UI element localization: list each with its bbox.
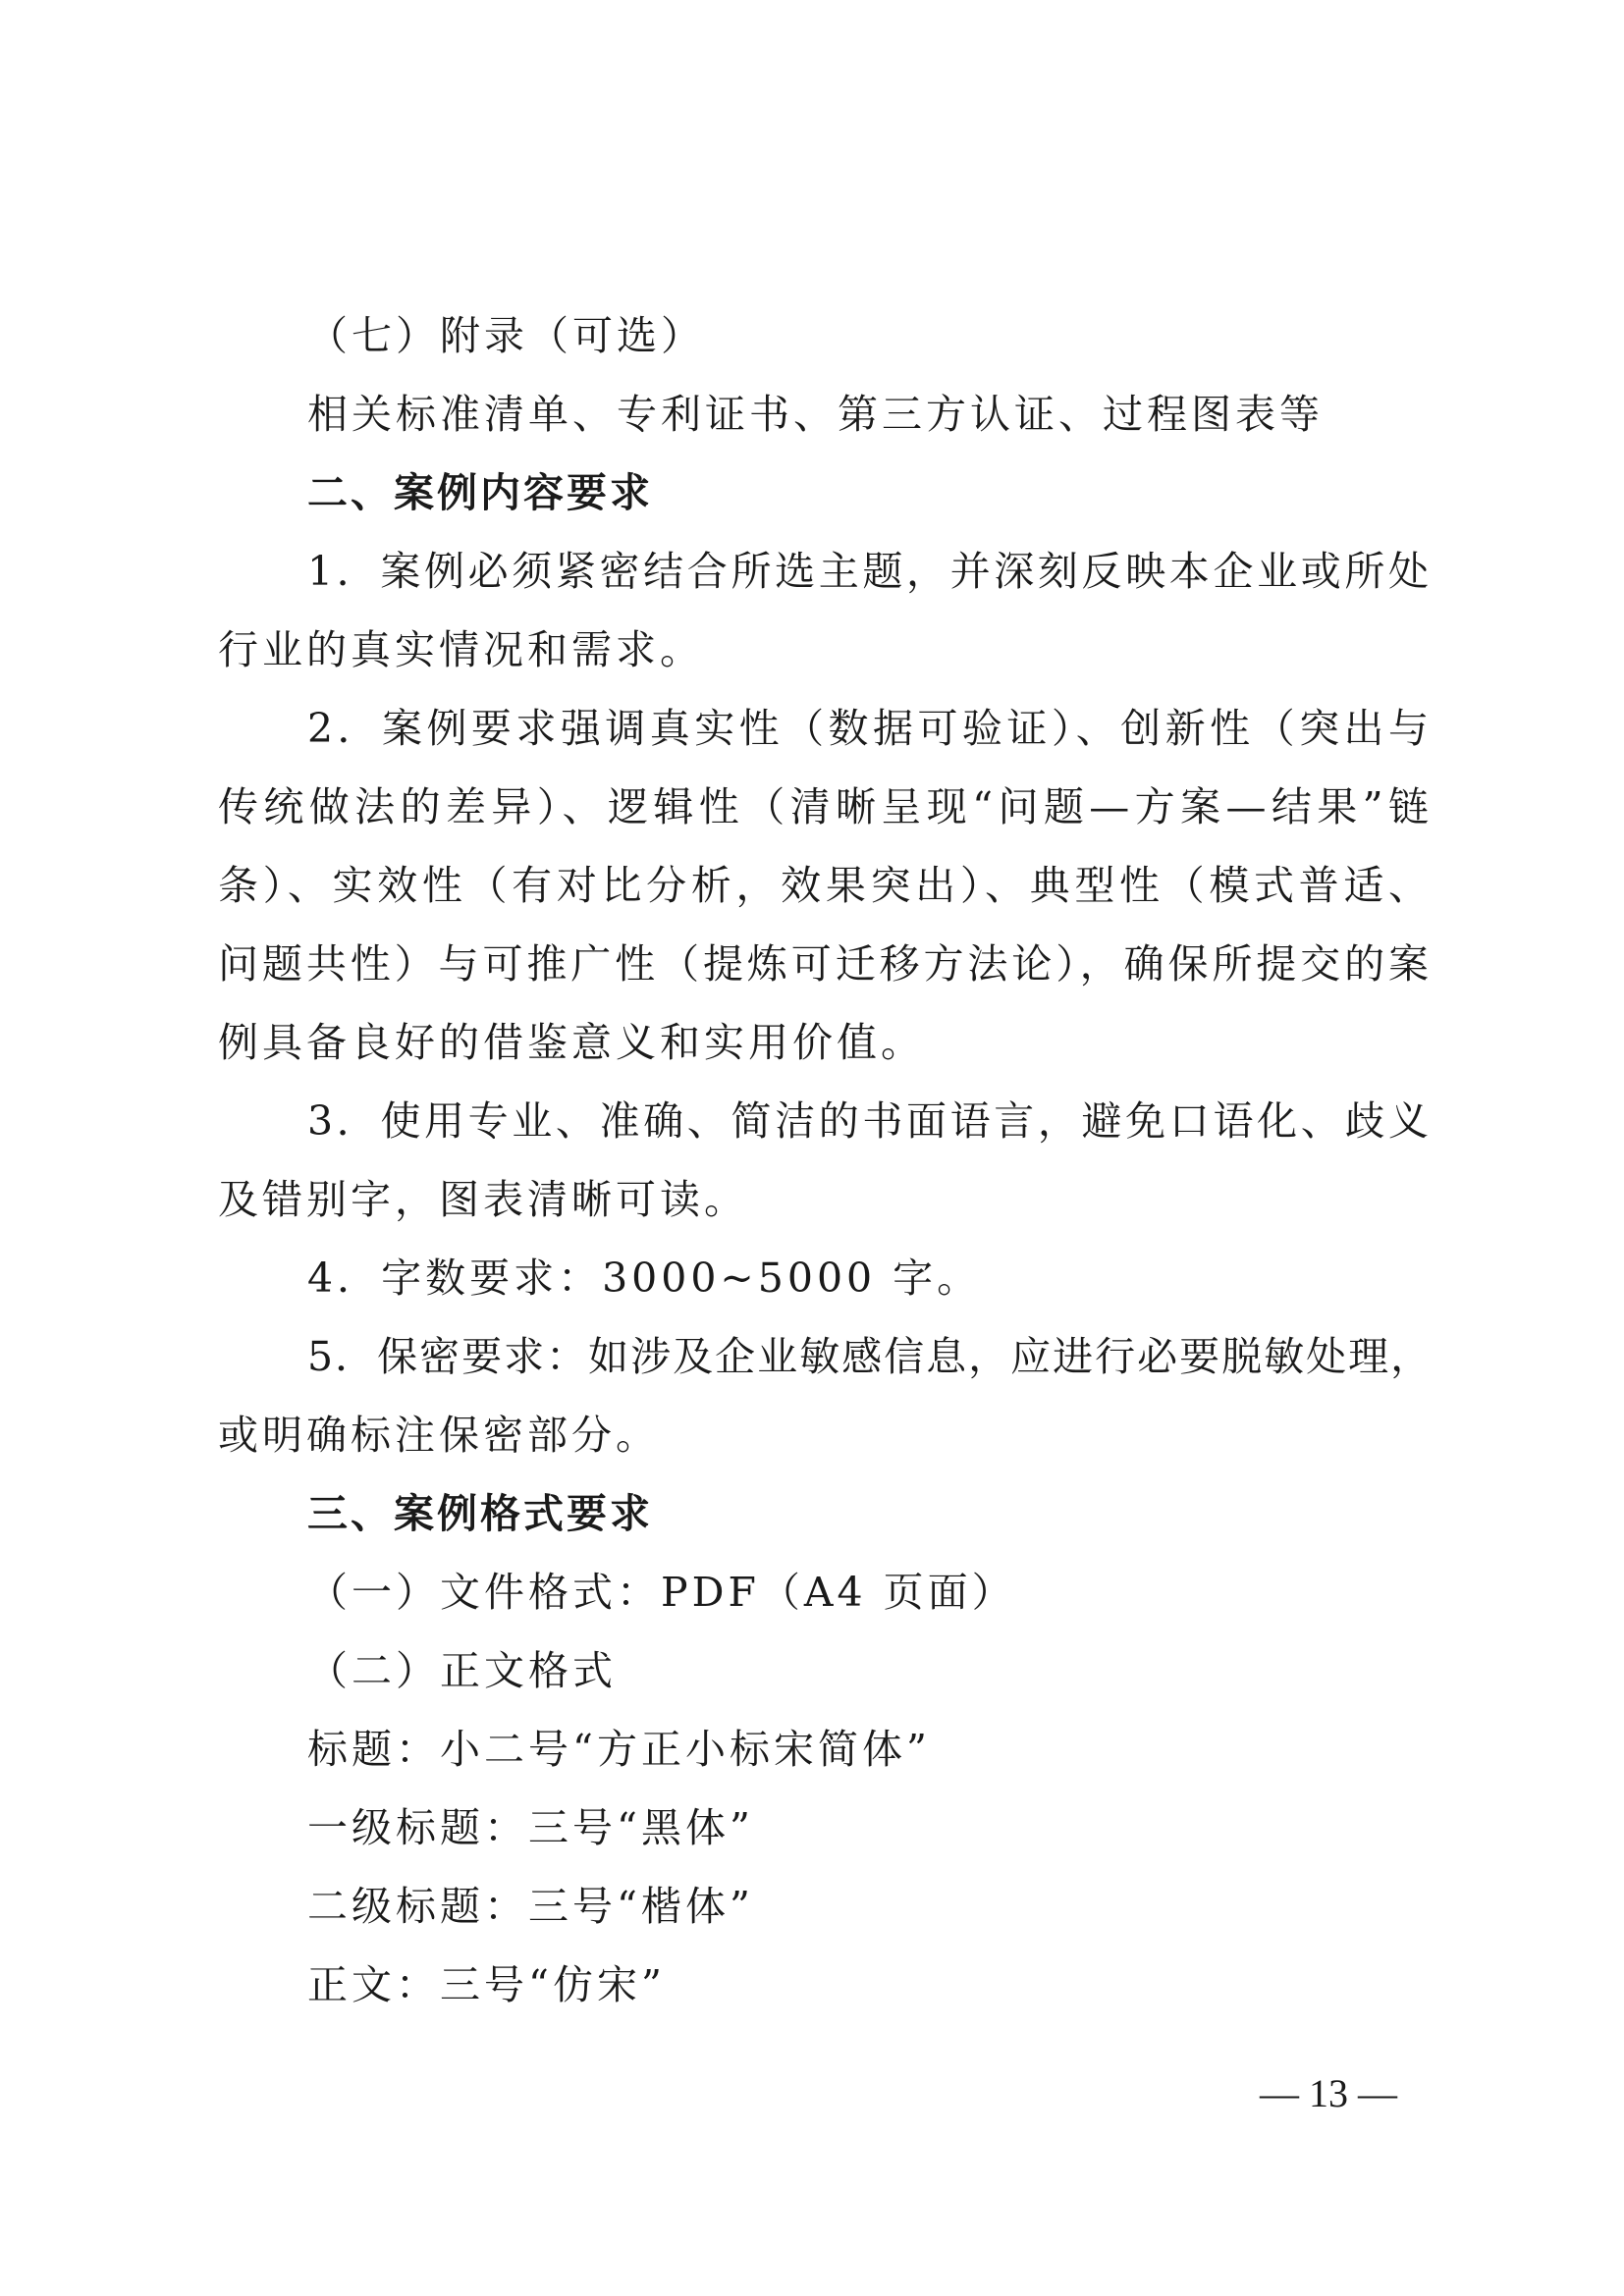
paragraph-line: 及错别字，图表清晰可读。	[218, 1176, 748, 1223]
paragraph-line: 行业的真实情况和需求。	[218, 626, 704, 673]
paragraph-line: 或明确标注保密部分。	[218, 1412, 660, 1459]
page-number: — 13 —	[1260, 2071, 1397, 2115]
format-item: 标题：小二号“方正小标宋简体”	[307, 1726, 931, 1773]
paragraph-line: 相关标准清单、专利证书、第三方认证、过程图表等	[307, 391, 1324, 438]
paragraph-line: 3．使用专业、准确、简洁的书面语言，避免口语化、歧义	[307, 1097, 1431, 1145]
subsection-body-format: （二）正文格式	[307, 1647, 617, 1694]
paragraph-line: 5．保密要求：如涉及企业敏感信息，应进行必要脱敏处理，	[307, 1333, 1434, 1380]
format-item: 二级标题：三号“楷体”	[307, 1883, 754, 1930]
format-item: 一级标题：三号“黑体”	[307, 1804, 754, 1851]
section-heading-format-requirements: 三、案例格式要求	[307, 1490, 653, 1537]
subsection-file-format: （一）文件格式：PDF（A4 页面）	[307, 1569, 1016, 1616]
paragraph-line: 条）、实效性（有对比分析，效果突出）、典型性（模式普适、	[218, 862, 1431, 909]
paragraph-line: 例具备良好的借鉴意义和实用价值。	[218, 1019, 925, 1066]
format-item: 正文：三号“仿宋”	[307, 1961, 666, 2008]
paragraph-line: 4．字数要求：3000~5000 字。	[307, 1255, 982, 1302]
paragraph-line: 2．案例要求强调真实性（数据可验证）、创新性（突出与	[307, 705, 1431, 752]
paragraph-line: 传统做法的差异）、逻辑性（清晰呈现“问题—方案—结果”链	[218, 783, 1431, 830]
section-heading-content-requirements: 二、案例内容要求	[307, 469, 653, 516]
paragraph-line: 1．案例必须紧密结合所选主题，并深刻反映本企业或所处	[307, 548, 1431, 595]
paragraph-line: 问题共性）与可推广性（提炼可迁移方法论），确保所提交的案	[218, 940, 1431, 988]
subsection-appendix: （七）附录（可选）	[307, 312, 705, 359]
